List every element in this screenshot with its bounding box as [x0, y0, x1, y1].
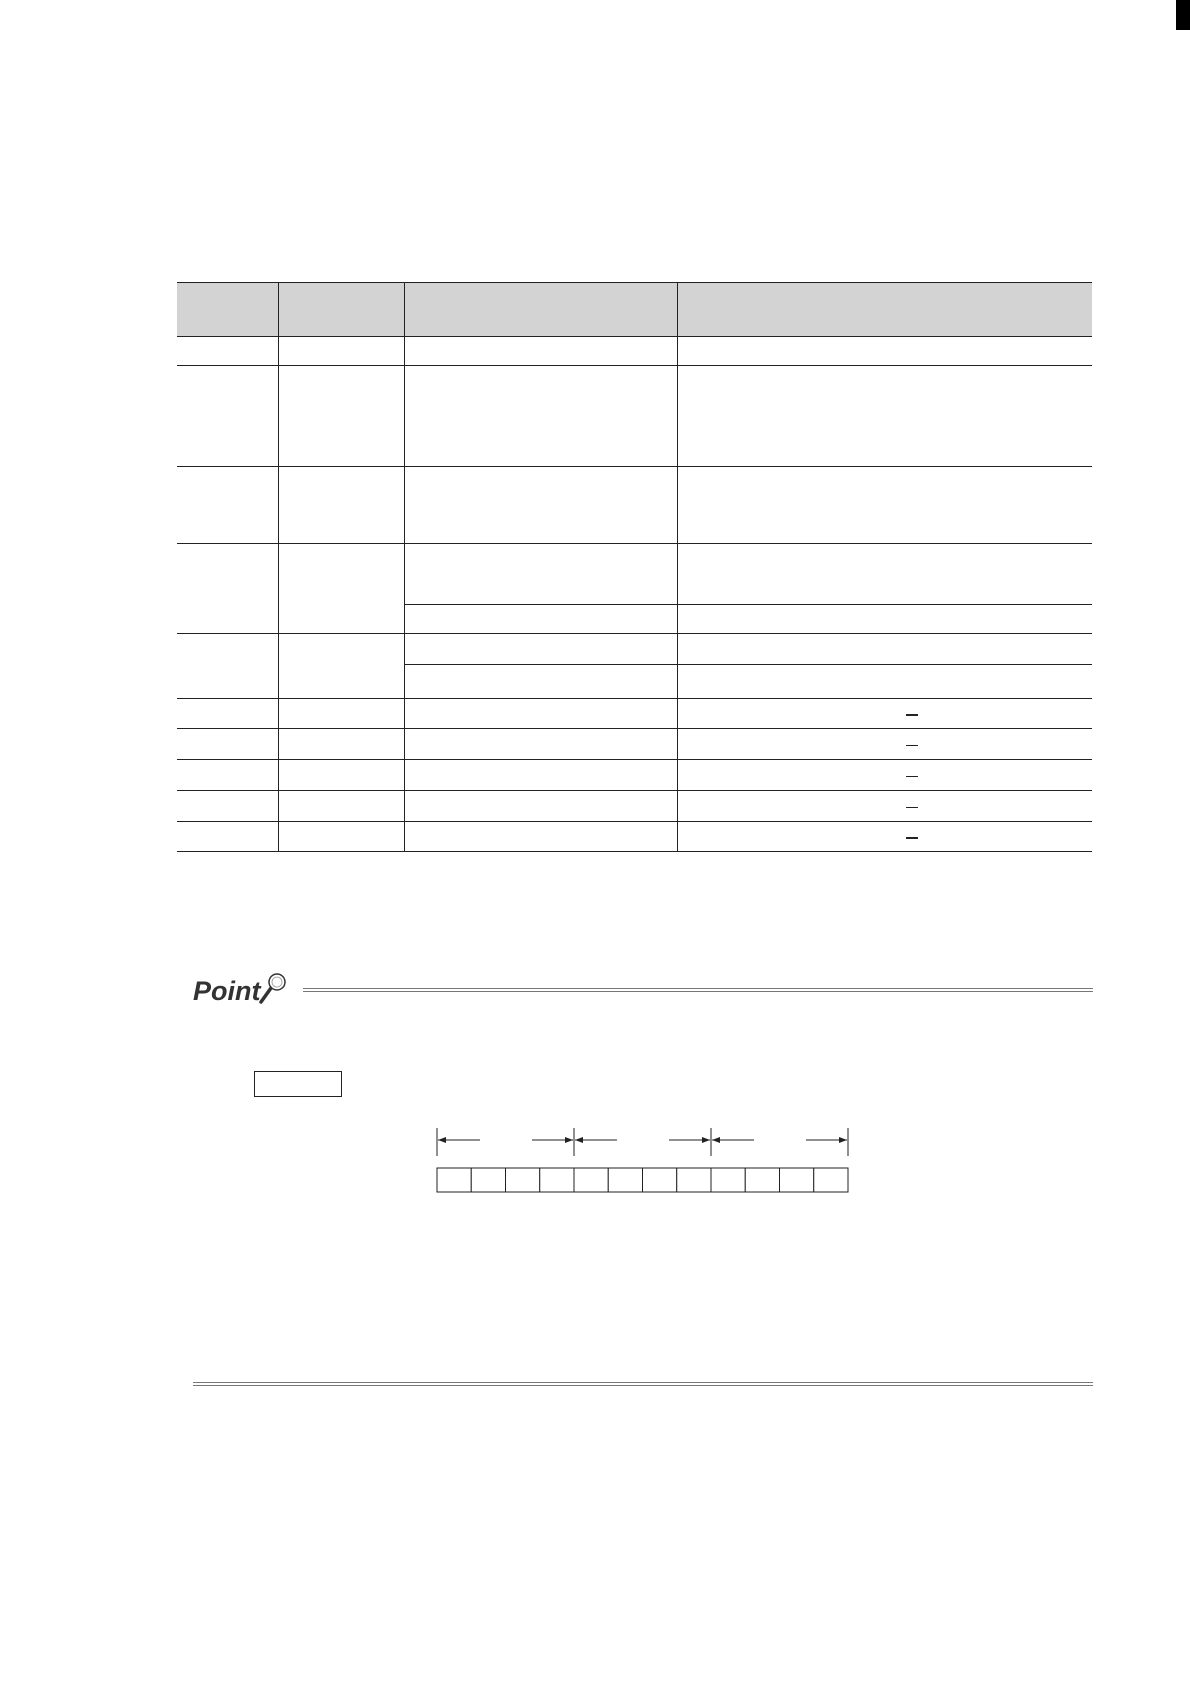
page-corner-marker — [1176, 0, 1190, 30]
table-cell — [177, 467, 278, 544]
arrow-head — [839, 1137, 847, 1143]
table-row — [177, 822, 1092, 852]
dash-mark — [906, 837, 918, 839]
table-cell — [177, 822, 278, 852]
table-cell — [677, 791, 1092, 822]
arrow-head — [565, 1137, 573, 1143]
table-header-cell — [177, 283, 278, 337]
table-cell — [677, 366, 1092, 467]
bit-cell — [506, 1168, 540, 1192]
table-cell — [404, 366, 677, 467]
device-label-box — [254, 1071, 342, 1097]
table-cell — [278, 729, 404, 760]
table-row — [177, 699, 1092, 729]
table-row — [177, 634, 1092, 665]
table-header-row — [177, 283, 1092, 337]
table-cell — [677, 605, 1092, 634]
table-cell — [177, 791, 278, 822]
spec-table — [177, 282, 1092, 852]
table-cell — [177, 699, 278, 729]
table-header-cell — [278, 283, 404, 337]
dash-mark — [906, 714, 918, 716]
bit-cell — [780, 1168, 814, 1192]
dash-mark — [906, 776, 918, 777]
table-cell — [677, 729, 1092, 760]
table-cell — [404, 665, 677, 699]
magnifier-icon — [269, 974, 285, 990]
table-row — [177, 366, 1092, 467]
table-cell — [404, 544, 677, 605]
table-cell — [278, 699, 404, 729]
table-cell — [677, 822, 1092, 852]
table-cell — [278, 791, 404, 822]
magnifier-handle — [261, 988, 271, 1002]
dash-mark — [906, 745, 918, 746]
table-cell — [677, 699, 1092, 729]
point-logo — [193, 972, 293, 1008]
table-header-cell — [677, 283, 1092, 337]
table-cell — [278, 337, 404, 366]
table-cell — [278, 366, 404, 467]
table-cell — [404, 467, 677, 544]
point-divider-bottom — [193, 1382, 1093, 1386]
table-cell — [677, 544, 1092, 605]
table-row — [177, 544, 1092, 605]
arrow-head — [712, 1137, 720, 1143]
table-row — [177, 760, 1092, 791]
table-cell — [404, 729, 677, 760]
table-cell — [278, 760, 404, 791]
bit-cell — [711, 1168, 745, 1192]
table-cell — [278, 822, 404, 852]
table-cell — [177, 760, 278, 791]
table-cell — [677, 760, 1092, 791]
table-row — [177, 467, 1092, 544]
table-row — [177, 337, 1092, 366]
bit-cell — [471, 1168, 505, 1192]
table-cell — [677, 467, 1092, 544]
dash-mark — [906, 807, 918, 808]
table-header-cell — [404, 283, 677, 337]
bit-cell — [574, 1168, 608, 1192]
table-cell — [177, 337, 278, 366]
bit-cell — [745, 1168, 779, 1192]
point-title: Point — [193, 976, 261, 1006]
table-row — [177, 791, 1092, 822]
bit-cell — [643, 1168, 677, 1192]
bit-cell — [437, 1168, 471, 1192]
arrow-head — [575, 1137, 583, 1143]
table-cell — [177, 729, 278, 760]
table-cell — [177, 366, 278, 467]
table-cell — [278, 634, 404, 699]
table-cell — [177, 634, 278, 699]
table-cell — [677, 665, 1092, 699]
table-cell — [177, 544, 278, 634]
point-divider-top — [303, 988, 1093, 992]
table-cell — [278, 467, 404, 544]
table-row — [177, 729, 1092, 760]
bit-cell — [677, 1168, 711, 1192]
table-cell — [404, 699, 677, 729]
table-cell — [404, 760, 677, 791]
arrow-head — [702, 1137, 710, 1143]
table-cell — [278, 544, 404, 634]
table-cell — [404, 822, 677, 852]
table-cell — [404, 605, 677, 634]
bit-cell — [540, 1168, 574, 1192]
bit-diagram — [430, 1120, 870, 1200]
arrow-head — [438, 1137, 446, 1143]
table-cell — [404, 634, 677, 665]
table-cell — [404, 791, 677, 822]
table-cell — [677, 634, 1092, 665]
table-cell — [404, 337, 677, 366]
bit-cell — [608, 1168, 642, 1192]
bit-cell — [814, 1168, 848, 1192]
table-cell — [677, 337, 1092, 366]
